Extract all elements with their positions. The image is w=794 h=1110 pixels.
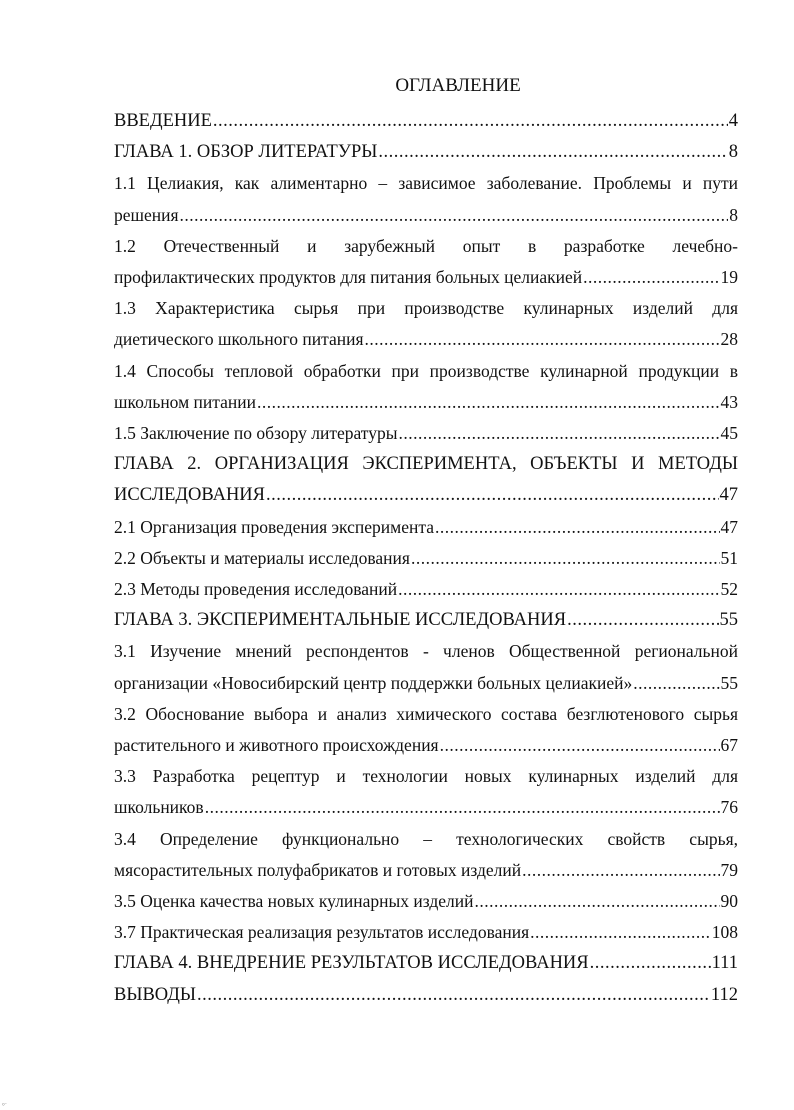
toc-entry[interactable] [114,699,738,761]
toc-entry-leader-line [114,917,738,948]
toc-entry-leader-line [114,668,766,699]
toc-dot-leader [411,543,720,574]
toc-entry-leader-line [114,262,766,293]
scan-corner-mark: °˙ [2,1102,8,1110]
toc-entry-label: 1.5 Заключение по обзору литературы [114,423,398,444]
toc-page-number: 43 [720,391,738,412]
toc-entry-line: 3.1 Изучение мнений респондентов - членов Общественной региональной [114,641,738,662]
toc-entry-label: ГЛАВА 4. ВНЕДРЕНИЕ РЕЗУЛЬТАТОВ ИССЛЕДОВАНИЯ [114,953,589,974]
toc-page-number: 90 [720,891,738,912]
toc-entry-line: 1.4 Способы тепловой обработки при производстве кулинарной продукции в [114,360,738,381]
toc-entry[interactable] [114,512,738,543]
toc-entry-label: организации «Новосибирский центр поддержки больных целиакией» [114,672,633,693]
toc-entry-leader-line [114,730,766,761]
toc-page-number: 8 [728,142,738,163]
toc-page-number: 47 [719,485,738,506]
toc-entry-leader-line [114,137,766,168]
toc-entry-leader-line [114,480,766,511]
toc-entry-leader-line [114,324,766,355]
toc-entry-line: ГЛАВА 2. ОРГАНИЗАЦИЯ ЭКСПЕРИМЕНТА, ОБЪЕКТЫ И МЕТОДЫ [114,454,738,475]
toc-entry[interactable] [114,761,738,823]
toc-dot-leader [522,855,719,886]
page-title: ОГЛАВЛЕНИЕ [395,75,521,96]
toc-entry[interactable] [114,168,738,230]
toc-dot-leader [530,917,711,948]
toc-page-number: 111 [711,953,738,974]
toc-entry-label: ГЛАВА 3. ЭКСПЕРИМЕНТАЛЬНЫЕ ИССЛЕДОВАНИЯ [114,610,567,631]
toc-entry[interactable] [114,449,738,511]
toc-entry-leader-line [114,512,766,543]
toc-dot-leader [398,418,719,449]
toc-dot-leader [180,200,729,231]
toc-page-number: 79 [720,859,738,880]
toc-page-number: 76 [720,797,738,818]
toc-dot-leader [398,574,719,605]
toc-entry-label: ИССЛЕДОВАНИЯ [114,485,265,506]
toc-entry-line: 1.3 Характеристика сырья при производстве кулинарных изделий для [114,298,738,319]
toc-page-number: 55 [719,610,738,631]
toc-dot-leader [378,137,727,168]
toc-entry[interactable] [114,948,738,979]
toc-page-number: 108 [711,922,738,943]
toc-entry[interactable] [114,356,738,418]
toc-dot-leader [475,886,720,917]
toc-entry[interactable] [114,917,738,948]
toc-entry[interactable] [114,231,738,293]
toc-entry[interactable] [114,605,738,636]
toc-page-number: 112 [710,984,738,1005]
toc-entry-leader-line [114,574,766,605]
toc-dot-leader [583,262,719,293]
toc-page-number: 52 [720,579,738,600]
toc-entry-label: школьников [114,797,204,818]
toc-entry-leader-line [114,886,766,917]
toc-page-number: 19 [720,267,738,288]
toc-dot-leader [365,324,720,355]
toc-dot-leader [633,668,719,699]
toc-entry-label: ВВЕДЕНИЕ [114,111,212,131]
toc-dot-leader [440,730,720,761]
toc-entry-line: 3.3 Разработка рецептур и технологии новых кулинарных изделий для [114,766,738,787]
toc-page-number: 45 [720,423,738,444]
toc-entry[interactable] [114,137,738,168]
toc-entry-label: мясорастительных полуфабрикатов и готовых изделий [114,859,522,880]
toc-entry-label: 2.2 Объекты и материалы исследования [114,547,410,568]
toc-entry-label: решения [114,204,179,225]
toc-entry-label: профилактических продуктов для питания больных целиакией [114,267,583,288]
toc-page-number: 51 [720,547,738,568]
toc-entry-label: школьном питании [114,391,257,412]
toc-dot-leader [197,980,710,1011]
toc-entry[interactable] [114,980,738,1011]
toc-dot-leader [590,948,711,979]
toc-entry[interactable] [114,886,738,917]
toc-dot-leader [213,106,728,137]
toc-page-number: 47 [720,516,738,537]
toc-entry-label: 2.3 Методы проведения исследований [114,579,398,600]
toc-entry[interactable] [114,543,738,574]
toc-page-number: 4 [728,111,738,131]
toc-entry-label: 2.1 Организация проведения эксперимента [114,516,434,537]
toc-entry-label: диетического школьного питания [114,329,364,350]
toc-entry-label: 3.5 Оценка качества новых кулинарных изделий [114,891,474,912]
table-of-contents [114,106,738,1011]
toc-entry-label: 3.7 Практическая реализация результатов исследования [114,922,530,943]
toc-entry[interactable] [114,636,738,698]
toc-entry[interactable] [114,574,738,605]
toc-entry-leader-line [114,387,766,418]
toc-entry[interactable] [114,106,738,137]
toc-entry-line: 1.2 Отечественный и зарубежный опыт в разработке лечебно- [114,235,738,256]
toc-entry-line: 1.1 Целиакия, как алиментарно – зависимое заболевание. Проблемы и пути [114,173,738,194]
toc-entry-leader-line [114,605,766,636]
toc-dot-leader [567,605,718,636]
toc-entry-leader-line [114,106,766,137]
toc-entry[interactable] [114,824,738,886]
toc-entry[interactable] [114,293,738,355]
toc-page-number: 55 [720,672,738,693]
toc-entry-label: растительного и животного происхождения [114,735,439,756]
toc-dot-leader [435,512,720,543]
toc-entry-leader-line [114,418,766,449]
toc-entry[interactable] [114,418,738,449]
toc-entry-line: 3.2 Обоснование выбора и анализ химического состава безглютенового сырья [114,703,738,724]
toc-entry-leader-line [114,980,738,1011]
toc-entry-leader-line [114,948,738,979]
toc-dot-leader [266,480,719,511]
toc-entry-label: ГЛАВА 1. ОБЗОР ЛИТЕРАТУРЫ [114,142,378,163]
toc-page-number: 28 [720,329,738,350]
toc-dot-leader [205,792,720,823]
toc-entry-leader-line [114,855,766,886]
toc-dot-leader [257,387,719,418]
toc-page-number: 67 [720,735,738,756]
toc-entry-leader-line [114,200,766,231]
toc-entry-leader-line [114,543,766,574]
toc-entry-label: ВЫВОДЫ [114,984,197,1005]
toc-page-number: 8 [729,204,738,225]
toc-entry-leader-line [114,792,766,823]
toc-entry-line: 3.4 Определение функционально – технологических свойств сырья, [114,828,738,849]
